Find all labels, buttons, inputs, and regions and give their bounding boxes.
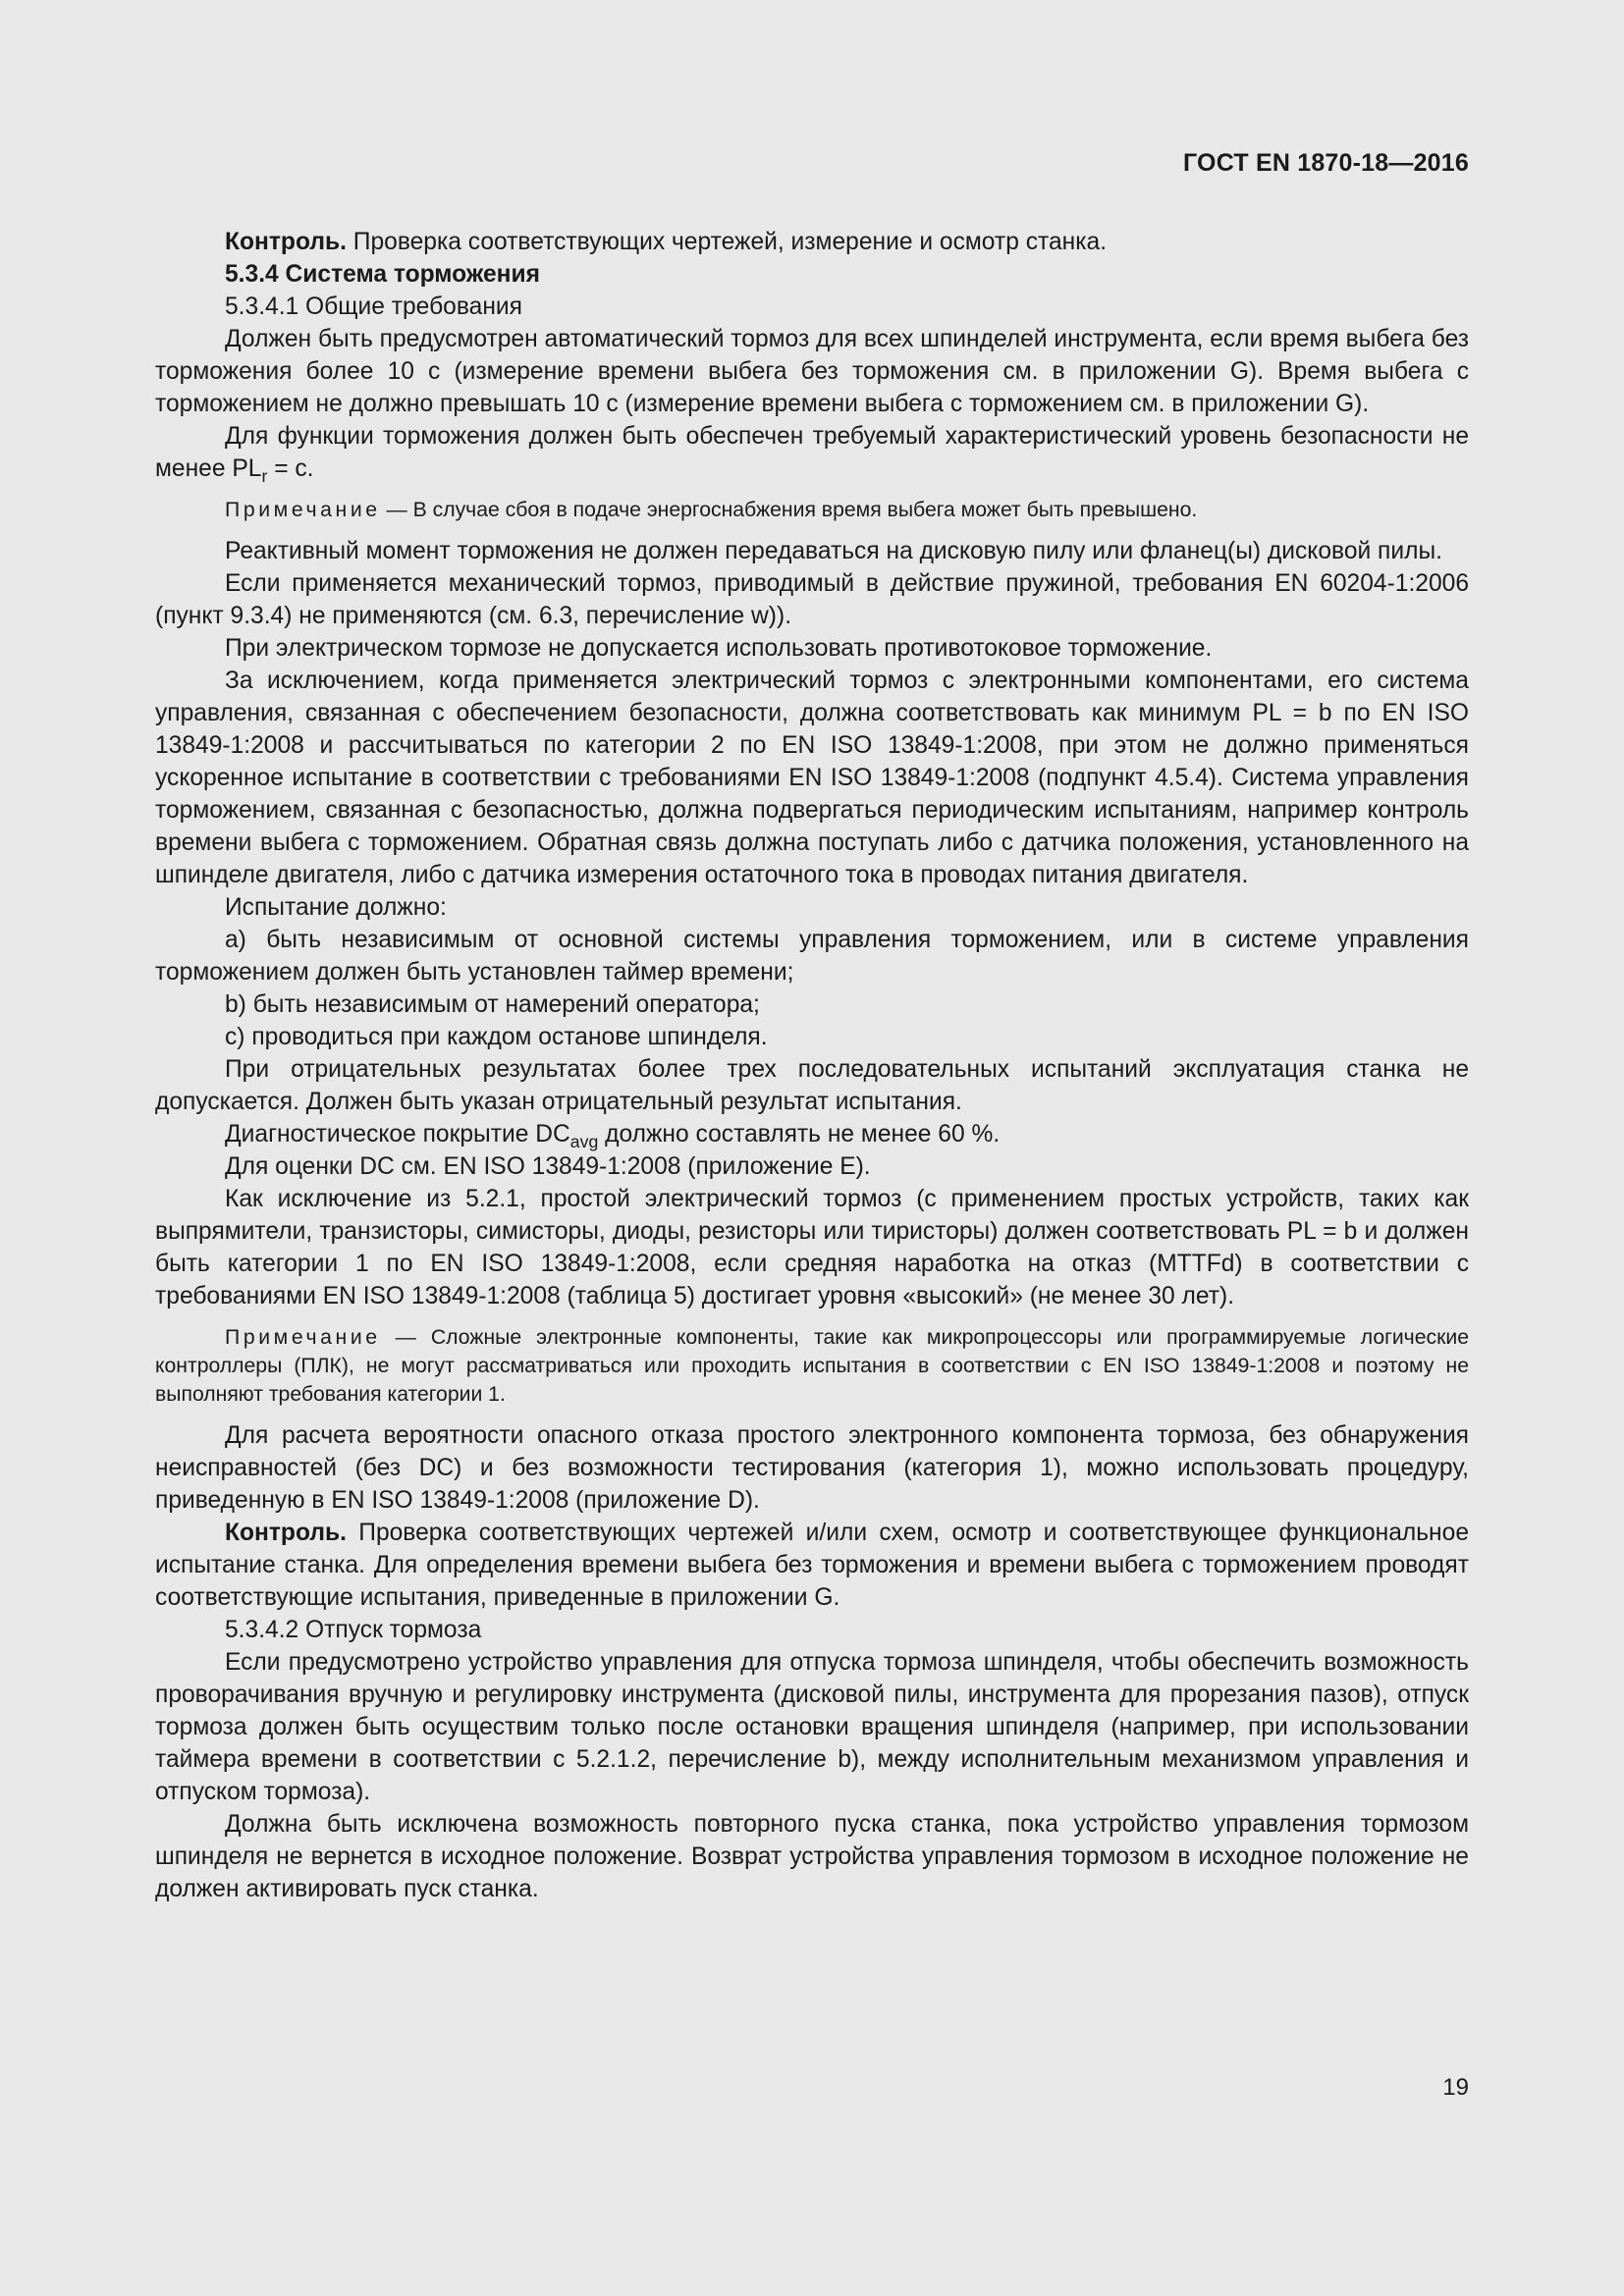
paragraph-pl bbox=[155, 420, 1469, 485]
paragraph: Как исключение из 5.2.1, простой электрический тормоз (с применением простых устройств, таких как выпрямители, транзисторы, симисторы, диоды, резисторы или тиристоры) должен соответствовать PL = b и должен быть категории 1 по EN ISO 13849-1:2008, если средняя наработка на отказ (MTTFd) в соответствии с требованиями EN ISO 13849-1:2008 (таблица 5) достигает уровня «высокий» (не менее 30 лет). bbox=[155, 1186, 1469, 1309]
paragraph: Должен быть предусмотрен автоматический тормоз для всех шпинделей инструмента, если время выбега без торможения более 10 с (измерение времени выбега без торможения см. в приложении G). Время выбега с торможением не должно превышать 10 с (измерение времени выбега с торможением см. в приложении G). bbox=[155, 326, 1470, 417]
page-number: 19 bbox=[1442, 2074, 1469, 2101]
paragraph-text: Диагностическое покрытие DC bbox=[225, 1121, 570, 1148]
paragraph-text-tail: должно составлять не менее 60 %. bbox=[598, 1121, 1001, 1148]
paragraph: Если предусмотрено устройство управления для отпуска тормоза шпинделя, чтобы обеспечить возможность проворачивания вручную и регулировку инструмента (дисковой пилы, инструмента для прорезания пазов), отпуск тормоза должен быть осуществим только после остановки вращения шпинделя (например, при использовании таймера времени в соответствии с 5.2.1.2, перечисление b), между исполнительным механизмом управления и отпуском тормоза). bbox=[155, 1649, 1469, 1805]
note-label: Примечание bbox=[225, 499, 381, 521]
note bbox=[155, 1323, 1469, 1409]
section-heading: 5.3.4 Система торможения bbox=[225, 261, 540, 288]
paragraph-text: Для функции торможения должен быть обеспечен требуемый характеристический уровень безопасности не менее PL bbox=[155, 423, 1469, 482]
list-item: a) быть независимым от основной системы управления торможением, или в системе управления торможением должен быть установлен таймер времени; bbox=[155, 927, 1469, 986]
paragraph-text: Проверка соответствующих чертежей, измерение и осмотр станка. bbox=[346, 229, 1108, 255]
subscript: r bbox=[261, 466, 268, 487]
paragraph: Для расчета вероятности опасного отказа простого электронного компонента тормоза, без обнаружения неисправностей (без DC) и без возможности тестирования (категория 1), можно использовать процедуру, приведенную в EN ISO 13849-1:2008 (приложение D). bbox=[155, 1422, 1469, 1514]
bold-label: Контроль. bbox=[225, 1520, 347, 1546]
note bbox=[155, 496, 1469, 524]
paragraph-control-2 bbox=[155, 1517, 1469, 1614]
paragraph: За исключением, когда применяется электрический тормоз с электронными компонентами, его система управления, связанная с обеспечением безопасности, должна соответствовать как минимум PL = b по EN ISO 13849-1:2008 и рассчитываться по категории 2 по EN ISO 13849-1:2008, при этом не должно применяться ускоренное испытание в соответствии с требованиями EN ISO 13849-1:2008 (подпункт 4.5.4). Система управления торможением, связанная с безопасностью, должна подвергаться периодическим испытаниям, например контроль времени выбега с торможением. Обратная связь должна поступать либо с датчика положения, установленного на шпинделе двигателя, либо с датчика измерения остаточного тока в проводах питания двигателя. bbox=[155, 667, 1469, 888]
note-text: — Сложные электронные компоненты, такие как микропроцессоры или программируемые логические контроллеры (ПЛК), не могут рассматриваться или проходить испытания в соответствии с EN ISO 13849-1:2008 и поэтому не выполняют требования категории 1. bbox=[155, 1326, 1469, 1406]
paragraph: При отрицательных результатах более трех последовательных испытаний эксплуатация станка не допускается. Должен быть указан отрицательный результат испытания. bbox=[155, 1056, 1469, 1115]
document-header: ГОСТ EN 1870-18—2016 bbox=[1183, 149, 1469, 177]
paragraph: При электрическом тормозе не допускается использовать противотоковое торможение. bbox=[225, 635, 1213, 662]
paragraph-text: Проверка соответствующих чертежей и/или схем, осмотр и соответствующее функциональное испытание станка. Для определения времени выбега без торможения и времени выбега с торможением проводят соответствующие испытания, приведенные в приложении G. bbox=[155, 1520, 1469, 1611]
document-body bbox=[155, 226, 1469, 1905]
paragraph-dc bbox=[155, 1118, 1469, 1150]
paragraph: Испытание должно: bbox=[225, 894, 447, 921]
note-label: Примечание bbox=[225, 1326, 381, 1349]
bold-label: Контроль. bbox=[225, 229, 347, 255]
paragraph-control-1 bbox=[155, 226, 1469, 258]
subsection-heading: 5.3.4.2 Отпуск тормоза bbox=[225, 1617, 482, 1643]
paragraph: Если применяется механический тормоз, приводимый в действие пружиной, требования EN 60204-1:2006 (пункт 9.3.4) не применяются (см. 6.3, перечисление w)). bbox=[155, 570, 1469, 629]
list-item: b) быть независимым от намерений оператора; bbox=[225, 991, 760, 1018]
note-text: — В случае сбоя в подаче энергоснабжения время выбега может быть превышено. bbox=[380, 499, 1198, 521]
subsection-heading: 5.3.4.1 Общие требования bbox=[225, 294, 522, 320]
paragraph: Должна быть исключена возможность повторного пуска станка, пока устройство управления тормозом шпинделя не вернется в исходное положение. Возврат устройства управления тормозом в исходное положение не должен активировать пуск станка. bbox=[155, 1811, 1469, 1902]
paragraph: Реактивный момент торможения не должен передаваться на дисковую пилу или фланец(ы) дисковой пилы. bbox=[225, 538, 1442, 564]
paragraph-text-tail: = c. bbox=[267, 455, 314, 482]
subscript: avg bbox=[569, 1132, 599, 1152]
list-item: c) проводиться при каждом останове шпинделя. bbox=[225, 1024, 768, 1050]
paragraph: Для оценки DC см. EN ISO 13849-1:2008 (приложение E). bbox=[225, 1153, 871, 1180]
